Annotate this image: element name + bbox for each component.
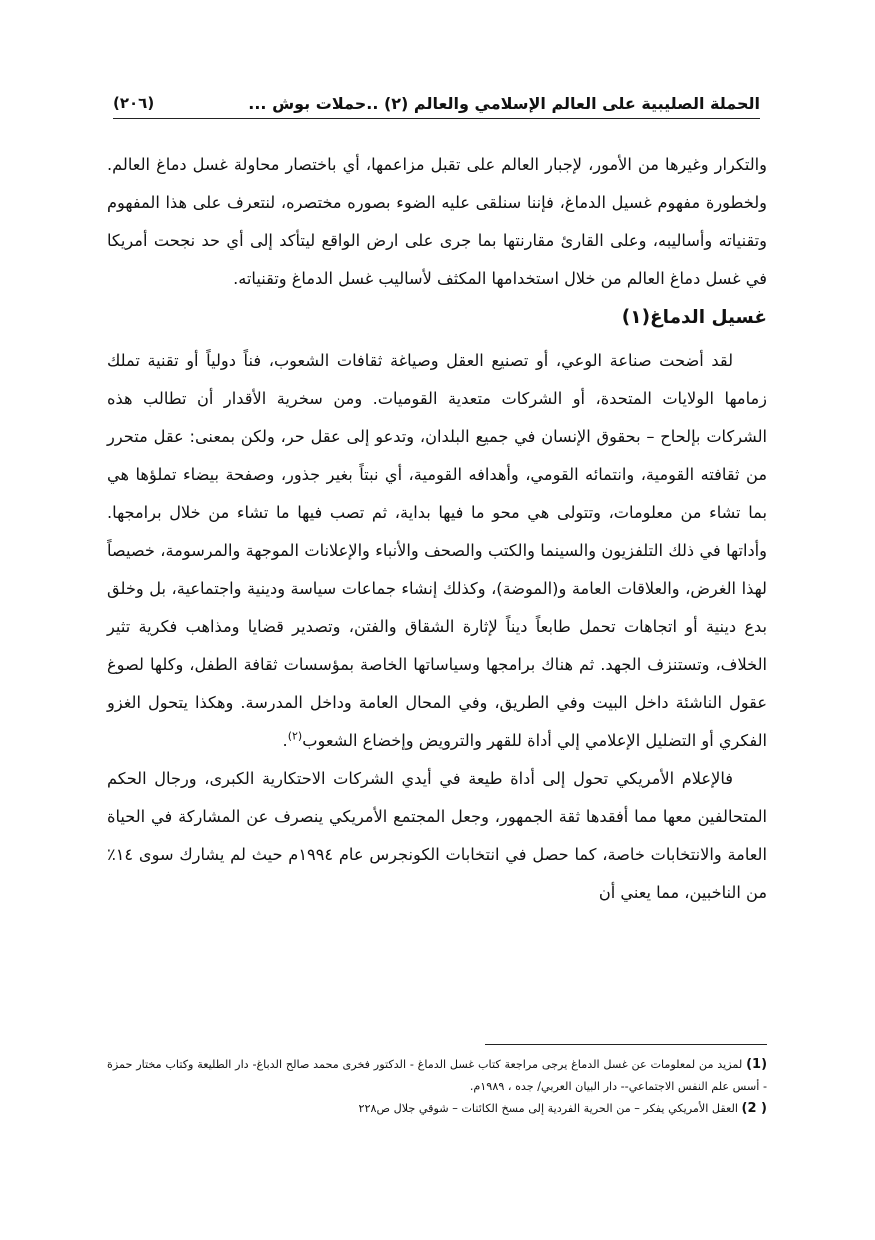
paragraph-2 xyxy=(107,342,767,760)
paragraph-2-text: لقد أضحت صناعة الوعي، أو تصنيع العقل وصياغة ثقافات الشعوب، فناً دولياً أو تقنية تملك زمامها الولايات المتحدة، أو الشركات متعدية القوميات. ومن سخرية الأقدار أن تطالب هذه الشركات بإلحاح – بحقوق الإنسان في جميع البلدان، وتدعو إلى عقل حر، ولكن بمعنى: عقل متحرر من ثقافته القومية، وانتمائه القومي، وأهدافه القومية، أي نبتاً بغير جذور، وصفحة بيضاء تملؤها هي بما تشاء من معلومات، وتتولى هي محو ما فيها بداية، ثم تصب فيها ما تشاء من خلال برامجها. وأداتها في ذلك التلفزيون والسينما والكتب والصحف والأنباء والإعلانات الموجهة والمرسومة، خصيصاً لهذا الغرض، والعلاقات العامة و(الموضة)، وكذلك إنشاء جماعات سياسة ودينية واجتماعية، بل وخلق بدع دينية أو اتجاهات تحمل طابعاً ديناً لإثارة الشقاق والفتن، وتصدير قضايا ومذاهب فكرية تثير الخلاف، وتستنزف الجهد. ثم هناك برامجها وسياساتها الخاصة بمؤسسات ثقافة الطفل، وكلها لصوغ عقول الناشئة داخل البيت وفي الطريق، وفي المحال العامة وداخل المدرسة. وهكذا يتحول الغزو الفكري أو التضليل الإعلامي إلي أداة للقهر والترويض وإخضاع الشعوب xyxy=(107,351,767,750)
section-heading: غسيل الدماغ(١) xyxy=(621,307,767,328)
footnote-2-number: ( 2) xyxy=(741,1101,767,1116)
footnotes xyxy=(107,1054,767,1120)
header-title: الحملة الصليبية على العالم الإسلامي والعالم (٢) ..حملات بوش ... xyxy=(248,93,760,113)
paragraph-3: فالإعلام الأمريكي تحول إلى أداة طيعة في أيدي الشركات الاحتكارية الكبرى، ورجال الحكم المتحالفين معها مما أفقدها ثقة الجمهور، وجعل المجتمع الأمريكي ينصرف عن المشاركة في الحياة العامة والانتخابات خاصة، كما حصل في انتخابات الكونجرس عام ١٩٩٤م حيث لم يشارك سوى ١٤٪ من الناخبين، مما يعني أن xyxy=(107,769,767,902)
footnote-1 xyxy=(107,1054,767,1098)
footnote-2 xyxy=(107,1098,767,1120)
footnote-reference-2: (٢) xyxy=(287,729,303,743)
footnote-1-text: لمزيد من لمعلومات عن غسل الدماغ يرجى مراجعة كتاب غسل الدماغ - الدكتور فخرى محمد صالح الدباغ- دار الطليعة وكتاب مختار حمزة - أسس علم النفس الاجتماعي-- دار البيان العربي/ جده ، ١٩٨٩م. xyxy=(107,1058,767,1093)
page-number: (٢٠٦) xyxy=(113,94,155,112)
footnote-1-number: (1) xyxy=(746,1057,768,1072)
footnote-separator xyxy=(485,1044,767,1045)
paragraph-2-end: . xyxy=(282,731,288,750)
paragraph-1: والتكرار وغيرها من الأمور، لإجبار العالم على تقبل مزاعمها، أي باختصار محاولة غسل دماغ العالم. ولخطورة مفهوم غسيل الدماغ، فإننا سنلقى عليه الضوء بصوره مختصره، لنتعرف على هذا المفهوم وتقنياته وأساليبه، وعلى القارئ مقارنتها بما جرى على ارض الواقع ليتأكد إلى أي حد نجحت أمريكا في غسل دماغ العالم من خلال استخدامها المكثف لأساليب غسل الدماغ وتقنياته. xyxy=(107,155,767,288)
running-header xyxy=(113,88,760,119)
footnote-2-text: العقل الأمريكي يفكر – من الحرية الفردية إلى مسخ الكائنات – شوقي جلال ص٢٢٨ xyxy=(358,1102,738,1115)
body-text xyxy=(107,146,767,912)
